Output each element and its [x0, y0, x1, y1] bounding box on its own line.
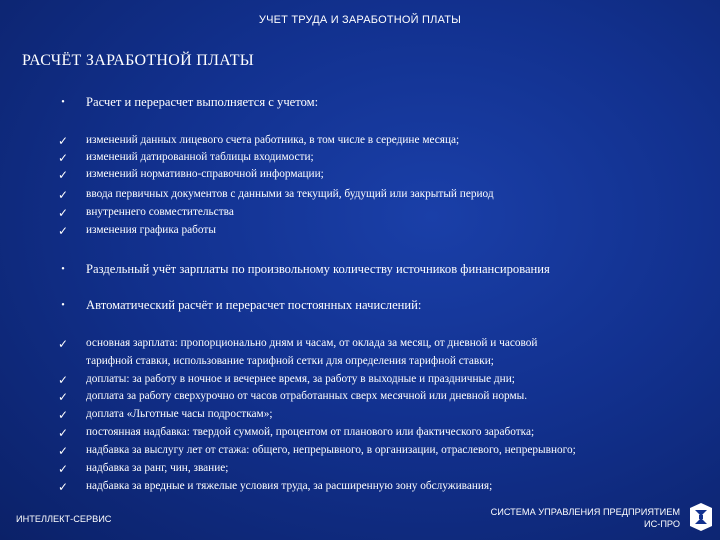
bullet-marker: • — [61, 97, 65, 108]
header-title: УЧЕТ ТРУДА И ЗАРАБОТНОЙ ПЛАТЫ — [258, 14, 462, 26]
check-item: доплаты: за работу в ночное и вечернее время, за работу в выходные и праздничные дни; — [86, 373, 515, 385]
check-icon: ✓ — [57, 390, 69, 404]
bullet-text-2: Раздельный учёт зарплаты по произвольному количеству источников финансирования — [86, 262, 550, 276]
check-item: ввода первичных документов с данными за текущий, будущий или закрытый период — [86, 188, 494, 200]
check-icon: ✓ — [57, 426, 69, 440]
slide-title: РАСЧЁТ ЗАРАБОТНОЙ ПЛАТЫ — [22, 52, 255, 69]
check-item: изменений данных лицевого счета работника, в том числе в середине месяца; — [86, 134, 460, 146]
check-icon: ✓ — [57, 188, 69, 202]
check-icon: ✓ — [57, 373, 69, 387]
check-item: постоянная надбавка: твердой суммой, процентом от планового или фактического заработка; — [86, 426, 535, 438]
check-icon: ✓ — [57, 337, 69, 351]
check-icon: ✓ — [57, 168, 69, 182]
bullet-text-3: Автоматический расчёт и перерасчет постоянных начислений: — [86, 298, 422, 312]
check-icon: ✓ — [57, 444, 69, 458]
check-item: изменений нормативно-справочной информации; — [86, 168, 324, 180]
footer-product-line2: ИС-ПРО — [644, 519, 680, 529]
check-item: внутреннего совместительства — [86, 206, 234, 218]
check-item: надбавка за выслугу лет от стажа: общего, непрерывного, в организации, отраслевого, непрерывного; — [86, 444, 576, 456]
check-item-continuation: тарифной ставки, использование тарифной сетки для определения тарифной ставки; — [86, 355, 494, 367]
check-icon: ✓ — [57, 462, 69, 476]
check-item: основная зарплата: пропорционально дням и часам, от оклада за месяц, от дневной и часовой — [86, 337, 538, 349]
check-icon: ✓ — [57, 134, 69, 148]
check-item: изменений датированной таблицы входимости; — [86, 151, 314, 163]
footer-product-line1: СИСТЕМА УПРАВЛЕНИЯ ПРЕДПРИЯТИЕМ — [490, 507, 680, 517]
check-item: изменения графика работы — [86, 224, 216, 236]
check-item: надбавка за ранг, чин, звание; — [86, 462, 229, 474]
check-icon: ✓ — [57, 151, 69, 165]
footer-product — [491, 506, 680, 530]
check-item: надбавка за вредные и тяжелые условия труда, за расширенную зону обслуживания; — [86, 480, 493, 492]
bullet-marker: • — [61, 264, 65, 275]
bullet-text-1: Расчет и перерасчет выполняется с учетом: — [86, 95, 319, 109]
bullet-marker: • — [61, 300, 65, 311]
check-icon: ✓ — [57, 224, 69, 238]
check-icon: ✓ — [57, 480, 69, 494]
footer-company: ИНТЕЛЛЕКТ-СЕРВИС — [16, 514, 112, 524]
check-item: доплата «Льготные часы подросткам»; — [86, 408, 273, 420]
check-icon: ✓ — [57, 408, 69, 422]
check-item: доплата за работу сверхурочно от часов отработанных сверх месячной или дневной нормы. — [86, 390, 528, 402]
is-pro-logo-icon — [688, 502, 714, 532]
check-icon: ✓ — [57, 206, 69, 220]
